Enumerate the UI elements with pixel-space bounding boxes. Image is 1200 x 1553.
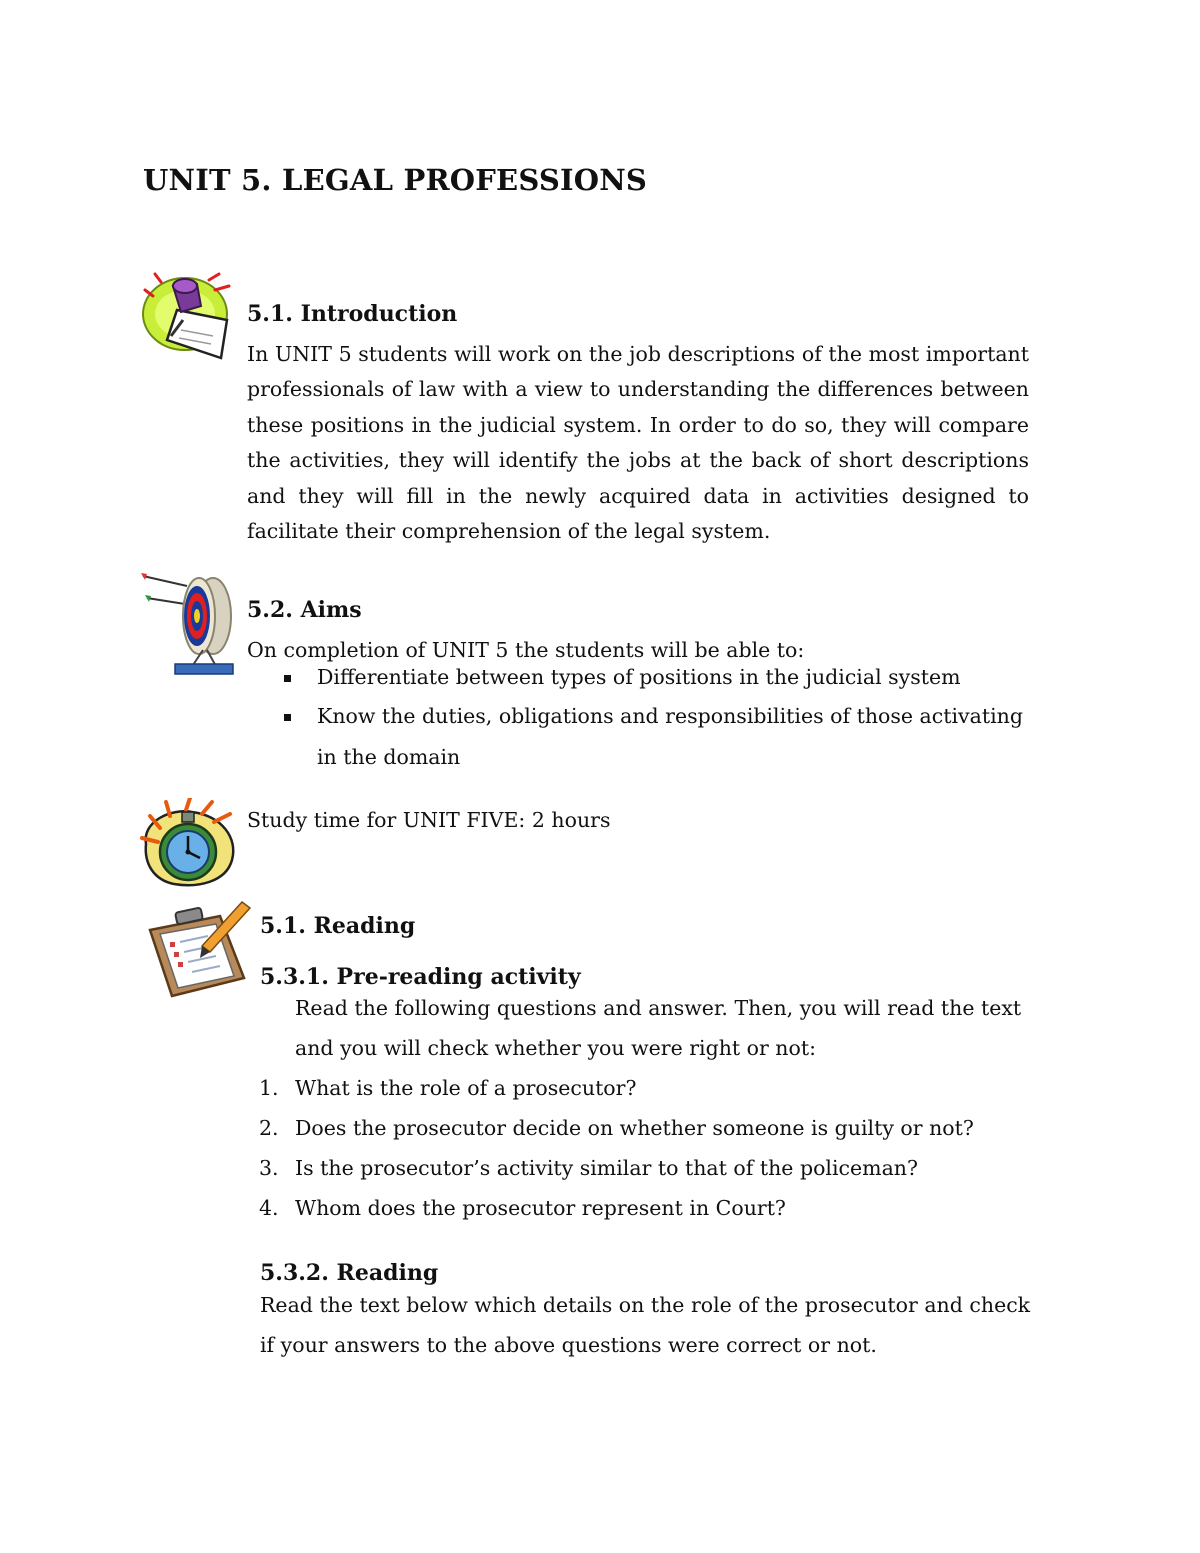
list-item: 2. Does the prosecutor decide on whether someone is guilty or not? <box>259 1116 974 1140</box>
list-item-continuation: in the domain <box>317 745 461 769</box>
reading-body-line-2: if your answers to the above questions were correct or not. <box>260 1333 877 1357</box>
aims-list <box>317 665 1023 769</box>
pushpin-note-icon <box>141 270 241 362</box>
bullet-mark <box>284 714 291 721</box>
bullet-mark <box>284 675 291 682</box>
list-item: 1. What is the role of a prosecutor? <box>259 1076 637 1100</box>
stopwatch-icon <box>140 798 238 890</box>
pre-reading-heading: 5.3.1. Pre-reading activity <box>260 964 581 990</box>
intro-body: In UNIT 5 students will work on the job descriptions of the most important professionals of law with a view to understanding the differences between these positions in the judicial system. In order to do so, they will compare the activities, they will identify the jobs at the back of short descriptions and they will fill in the newly acquired data in activities designed to facilitate their comprehension of the legal system. <box>247 342 1029 544</box>
questions-list <box>259 1076 974 1236</box>
list-item: 3. Is the prosecutor’s activity similar to that of the policeman? <box>259 1156 918 1180</box>
page-title: UNIT 5. LEGAL PROFESSIONS <box>143 163 648 197</box>
reading-heading: 5.1. Reading <box>260 913 416 939</box>
list-item: Differentiate between types of positions in the judicial system <box>317 665 1023 704</box>
aims-heading: 5.2. Aims <box>247 597 362 623</box>
intro-heading: 5.1. Introduction <box>247 301 458 327</box>
reading-body-line-1: Read the text below which details on the role of the prosecutor and check <box>260 1293 1031 1317</box>
study-time: Study time for UNIT FIVE: 2 hours <box>247 808 611 832</box>
target-arrows-icon <box>141 568 237 676</box>
pre-reading-intro-line-2: and you will check whether you were right or not: <box>295 1036 816 1060</box>
list-item: Know the duties, obligations and responsibilities of those activating <box>317 704 1023 745</box>
clipboard-pencil-icon <box>146 900 254 1000</box>
aims-lead: On completion of UNIT 5 the students will be able to: <box>247 638 805 662</box>
pre-reading-intro-line-1: Read the following questions and answer. Then, you will read the text <box>295 996 1022 1020</box>
list-item: 4. Whom does the prosecutor represent in Court? <box>259 1196 786 1220</box>
reading-sub-heading: 5.3.2. Reading <box>260 1260 439 1286</box>
